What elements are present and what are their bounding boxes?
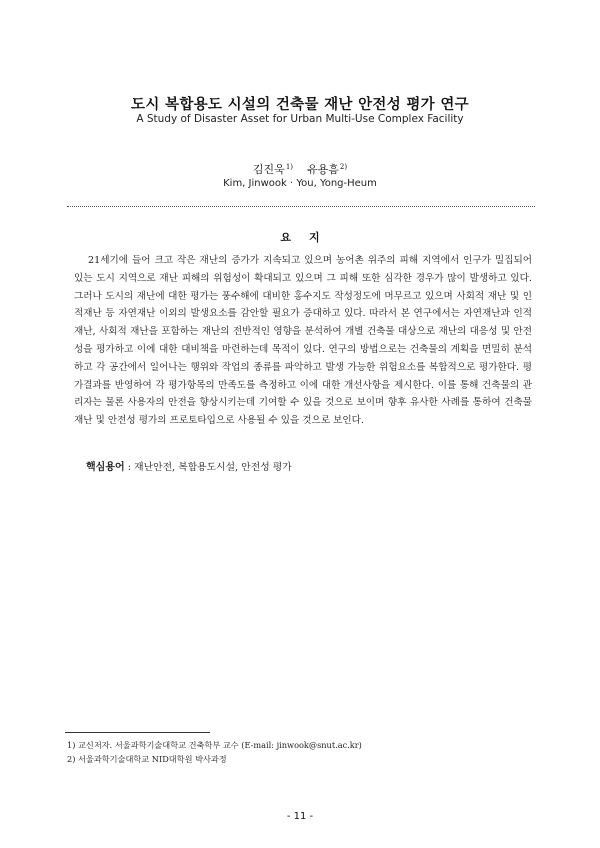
page-number: - 11 - [286, 811, 314, 822]
header-divider [67, 206, 535, 207]
footnote-rule [65, 732, 210, 733]
footnotes [67, 738, 537, 766]
author-name: 유용흠 [307, 163, 339, 176]
paper-title-korean: 도시 복합용도 시설의 건축물 재난 안전성 평가 연구 [131, 96, 469, 113]
abstract-body: 21세기에 들어 크고 작은 재난의 증가가 지속되고 있으며 농어촌 위주의 피해 지역에서 인구가 밀집되어 있는 도시 지역으로 재난 피해의 위험성이 확대되고 있으며 그 피해 또한 심각한 경우가 많이 발생하고 있다. 그러나 도시의 재난에 대한 평가는 풍수해에 대비한 홍수지도 작성정도에 머무르고 있으며 사회적 재난 및 인적재난 등 자연재난 이외의 발생요소를 감안할 필요가 증대하고 있다. 따라서 본 연구에서는 자연재난과 인적재난, 사회적 재난을 포함하는 재난의 전반적인 영향을 분석하여 개별 건축물 대상으로 재난의 대응성 및 안전성을 평가하고 이에 대한 대비책을 마련하는데 목적이 있다. 연구의 방법으로는 건축물의 계획을 면밀히 분석하고 각 공간에서 일어나는 행위와 작업의 종류를 파악하고 발생 가능한 위험요소를 복합적으로 평가한다. 평가결과를 반영하여 각 평가항목의 만족도를 측정하고 이에 대한 개선사항을 제시한다. 이를 통해 건축물의 관리자는 물론 사용자의 안전을 향상시키는데 기여할 수 있을 것으로 보이며 향후 유사한 사례를 통하여 건축물 재난 및 안전성 평가의 프로토타입으로 사용될 수 있을 것으로 보인다. [74, 255, 532, 427]
author-footnote-mark: 2) [339, 163, 348, 171]
author-footnote-mark: 1) [285, 163, 293, 171]
abstract-heading: 요지 [280, 231, 338, 244]
keywords-line [86, 458, 292, 473]
footnote-item: 1) 교신저자. 서울과학기술대학교 건축학부 교수 (E-mail: jinwook@snut.ac.kr) [67, 740, 362, 750]
author-name: 김진욱 [252, 163, 285, 176]
paper-title-english: A Study of Disaster Asset for Urban Multi-Use Complex Facility [136, 113, 464, 125]
authors-korean [0, 161, 600, 177]
keywords-terms: 재난안전, 복합용도시설, 안전성 평가 [134, 462, 292, 473]
authors-english: Kim, Jinwook · You, Yong-Heum [223, 178, 377, 189]
footnote-item: 2) 서울과학기술대학교 NID대학원 박사과정 [67, 754, 227, 764]
keywords-label: 핵심용어 [86, 462, 125, 473]
keywords-separator: : [124, 462, 135, 473]
